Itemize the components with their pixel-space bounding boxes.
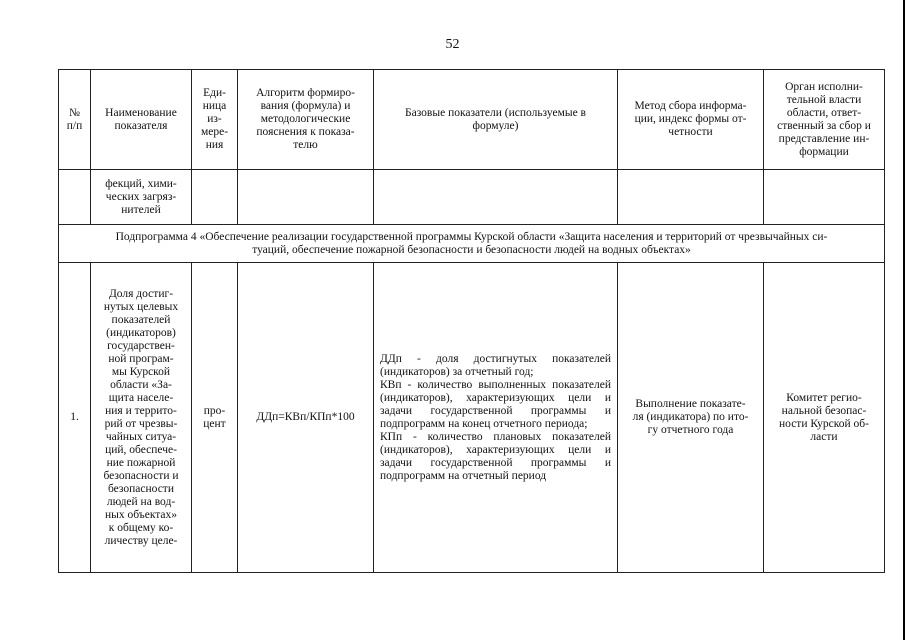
subprogram-row — [59, 225, 885, 263]
cell-formula: ДДп=КВп/КПп*100 — [238, 263, 374, 573]
header-algorithm: Алгоритм формиро- вания (формула) и методологические пояснения к показа- телю — [238, 70, 374, 170]
header-responsible-body: Орган исполни- тельной власти области, ответ- ственный за сбор и представление ин- формации — [764, 70, 885, 170]
header-unit: Еди- ница из- мере- ния — [192, 70, 238, 170]
header-base-indicators: Базовые показатели (используемые в формуле) — [374, 70, 618, 170]
cell-empty — [59, 170, 91, 225]
subprogram-title: Подпрограмма 4 «Обеспечение реализации государственной программы Курской области «Защита населения и территорий от чрезвычайных си- туаций, обеспечение пожарной безопасности и безопасности людей на водных объектах» — [59, 225, 885, 263]
cell-empty — [618, 170, 764, 225]
cell-empty — [192, 170, 238, 225]
table-row — [59, 170, 885, 225]
page-number: 52 — [445, 37, 460, 52]
table-header-row — [59, 70, 885, 170]
cell-name-continued: фекций, хими- ческих загряз- нителей — [91, 170, 192, 225]
header-number: № п/п — [59, 70, 91, 170]
cell-empty — [238, 170, 374, 225]
cell-empty — [374, 170, 618, 225]
cell-unit: про- цент — [192, 263, 238, 573]
cell-number: 1. — [59, 263, 91, 573]
cell-empty — [764, 170, 885, 225]
cell-indicator-name: Доля достиг- нутых целевых показателей (индикаторов) государствен- ной програм- мы Курской области «За- щита населе- ния и террито- рий от чрезвы- чайных ситуа- ций, обеспече- ние пожарной безопасности и безопасности людей на вод- ных объектах» к общему ко- личеству целе- — [91, 263, 192, 573]
cell-collection-method: Выполнение показате- ля (индикатора) по ито- гу отчетного года — [618, 263, 764, 573]
header-indicator-name: Наименование показателя — [91, 70, 192, 170]
indicators-table — [58, 69, 885, 573]
table-row — [59, 263, 885, 573]
header-collection-method: Метод сбора информа- ции, индекс формы от- четности — [618, 70, 764, 170]
cell-responsible-body: Комитет регио- нальной безопас- ности Курской об- ласти — [764, 263, 885, 573]
cell-base-indicators: ДДп - доля достигнутых показателей (индикаторов) за отчетный год; КВп - количество выполненных показателей (индикаторов), характеризующих цели и задачи государственной программы и подпрограмм на конец отчетного периода; КПп - количество плановых показателей (индикаторов), характеризующих цели и задачи государственной программы и подпрограмм на отчетный период — [374, 263, 618, 573]
